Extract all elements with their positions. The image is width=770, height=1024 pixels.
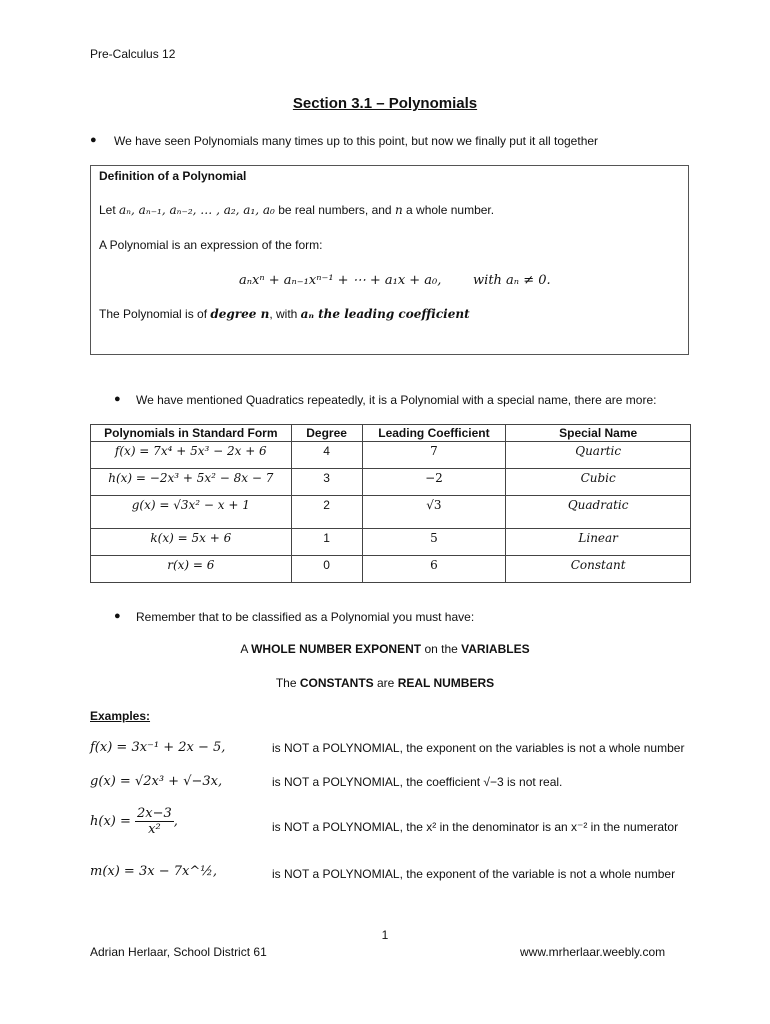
table-cell-poly: h(x) = −2x³ + 5x² − 8x − 7 bbox=[91, 469, 292, 496]
definition-line-1: Let aₙ, aₙ₋₁, aₙ₋₂, … , a₂, a₁, a₀ be real numbers, and n a whole number. bbox=[99, 203, 495, 217]
table-cell-degree: 0 bbox=[291, 556, 362, 583]
example-4-expression: m(x) = 3x − 7x^½, bbox=[90, 864, 217, 879]
footer-author: Adrian Herlaar, School District 61 bbox=[90, 945, 267, 959]
table-cell-lead: 7 bbox=[362, 442, 506, 469]
example-1-explanation: is NOT a POLYNOMIAL, the exponent on the variables is not a whole number bbox=[272, 741, 685, 755]
quadratics-bullet-text: We have mentioned Quadratics repeatedly, it is a Polynomial with a special name, there are more: bbox=[136, 393, 657, 407]
table-cell-lead: √3 bbox=[362, 496, 506, 529]
fraction: $\frac{2x-3}{\text{x²}}$ bbox=[137, 806, 172, 837]
table-cell-name: Constant bbox=[506, 556, 691, 583]
table-cell-lead: 6 bbox=[362, 556, 506, 583]
table-cell-degree: 3 bbox=[291, 469, 362, 496]
table-cell-name: Cubic bbox=[506, 469, 691, 496]
definition-line-3: The Polynomial is of degree n, with aₙ the leading coefficient bbox=[99, 307, 470, 321]
table-cell-lead: 5 bbox=[362, 529, 506, 556]
table-header: Polynomials in Standard Form bbox=[91, 425, 292, 442]
example-1-expression: f(x) = 3x⁻¹ + 2x − 5, bbox=[90, 740, 226, 755]
intro-bullet-text: We have seen Polynomials many times up to this point, but now we finally put it all together bbox=[114, 134, 599, 148]
rule-whole-number-exponent: A WHOLE NUMBER EXPONENT on the VARIABLES bbox=[240, 642, 530, 656]
table-header: Degree bbox=[291, 425, 362, 442]
rule-real-constants: The CONSTANTS are REAL NUMBERS bbox=[275, 676, 495, 690]
table-row bbox=[91, 556, 691, 583]
table-cell-degree: 1 bbox=[291, 529, 362, 556]
table-header: Special Name bbox=[506, 425, 691, 442]
table-row bbox=[91, 469, 691, 496]
footer-website: www.mrherlaar.weebly.com bbox=[520, 945, 666, 959]
remember-bullet-text: Remember that to be classified as a Polynomial you must have: bbox=[136, 610, 475, 624]
bullet-icon: ● bbox=[114, 393, 121, 405]
example-2-explanation: is NOT a POLYNOMIAL, the coefficient √−3 is not real. bbox=[272, 775, 563, 789]
example-2-expression: g(x) = √2x³ + √−3x, bbox=[90, 774, 223, 789]
polynomial-general-form: aₙxⁿ + aₙ₋₁xⁿ⁻¹ + ⋯ + a₁x + a₀, with aₙ ≠ 0. bbox=[239, 273, 551, 288]
examples-heading: Examples: bbox=[90, 709, 151, 723]
polynomial-table bbox=[90, 424, 691, 583]
bullet-icon: ● bbox=[114, 610, 121, 622]
table-cell-poly: k(x) = 5x + 6 bbox=[91, 529, 292, 556]
table-cell-degree: 2 bbox=[291, 496, 362, 529]
definition-line-2: A Polynomial is an expression of the form: bbox=[99, 238, 323, 252]
bullet-icon: ● bbox=[90, 134, 97, 146]
definition-box bbox=[90, 165, 689, 355]
table-row bbox=[91, 529, 691, 556]
example-3-explanation: is NOT a POLYNOMIAL, the x² in the denominator is an x⁻² in the numerator bbox=[272, 820, 679, 834]
table-cell-lead: −2 bbox=[362, 469, 506, 496]
example-3-expression: h(x) = $\frac{2x-3}{\text{x²}}$ , bbox=[90, 806, 178, 837]
definition-heading: Definition of a Polynomial bbox=[99, 169, 247, 183]
table-cell-name: Quartic bbox=[506, 442, 691, 469]
table-cell-name: Linear bbox=[506, 529, 691, 556]
example-4-explanation: is NOT a POLYNOMIAL, the exponent of the variable is not a whole number bbox=[272, 867, 676, 881]
table-header-row bbox=[91, 425, 691, 442]
table-cell-degree: 4 bbox=[291, 442, 362, 469]
page-number: 1 bbox=[381, 928, 389, 942]
table-row bbox=[91, 496, 691, 529]
table-header: Leading Coefficient bbox=[362, 425, 506, 442]
page-header-course: Pre-Calculus 12 bbox=[90, 47, 176, 61]
table-cell-poly: g(x) = √3x² − x + 1 bbox=[91, 496, 292, 529]
table-cell-name: Quadratic bbox=[506, 496, 691, 529]
table-cell-poly: f(x) = 7x⁴ + 5x³ − 2x + 6 bbox=[91, 442, 292, 469]
page-title: Section 3.1 – Polynomials bbox=[292, 95, 478, 112]
table-row bbox=[91, 442, 691, 469]
table-cell-poly: r(x) = 6 bbox=[91, 556, 292, 583]
